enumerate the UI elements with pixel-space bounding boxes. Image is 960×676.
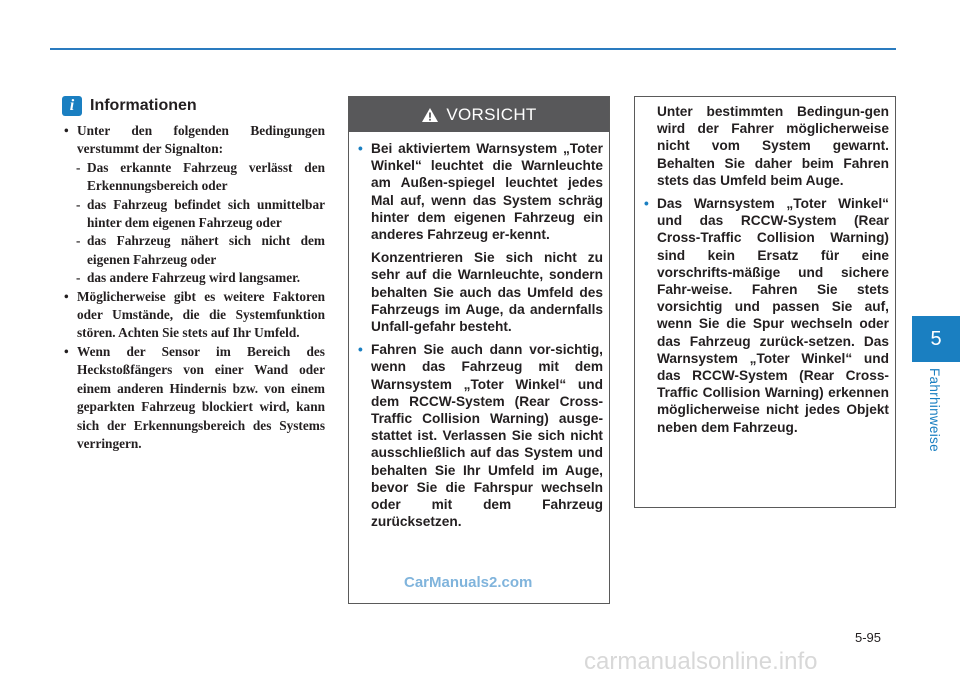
caution-bullet: • Bei aktiviertem Warnsystem „Toter Winkel“ leuchtet die Warnleuchte am Außen-spiegel leuchtet jedes Mal auf, wenn das System schräg hinter dem eigenen Fahrzeug ein anderes Fahrzeug er-kennt. [357,140,603,243]
watermark-footer: carmanualsonline.info [584,648,818,675]
info-heading [62,96,197,116]
info-dash-item: - das Fahrzeug nähert sich nicht dem eigenen Fahrzeug oder [62,232,325,269]
info-dash-item: - Das erkannte Fahrzeug verlässt den Erkennungsbereich oder [62,159,325,196]
info-title: Informationen [90,97,197,114]
chapter-label: Fahrhinweise [927,368,942,452]
caution-title: VORSICHT [446,104,537,124]
watermark-inline: CarManuals2.com [404,574,533,591]
info-icon: i [62,96,82,116]
caution-continued-box [634,96,896,508]
warning-triangle-icon [421,107,439,123]
caution-box [348,96,610,604]
info-bullet: • Wenn der Sensor im Bereich des Heckstoßfängers von einer Wand oder einem anderen Hindernis bzw. von einem geparkten Fahrzeug blockiert wird, kann sich der Erkennungsbereich des Systems verringern. [62,343,325,453]
info-bullet: • Unter den folgenden Bedingungen verstummt der Signalton: [62,122,325,159]
header-rule [50,48,896,50]
info-bullet: • Möglicherweise gibt es weitere Faktoren oder Umstände, die die Systemfunktion stören. Achten Sie stets auf Ihr Umfeld. [62,288,325,343]
chapter-tab[interactable] [912,316,960,362]
caution-body [357,140,603,536]
caution-bullet: • Fahren Sie auch dann vor-sichtig, wenn das Fahrzeug mit dem Warnsystem „Toter Winkel“ und dem RCCW-System (Rear Cross-Traffic Collision Warning) ausge-stattet ist. Verlassen Sie sich nicht ausschließlich auf das System und behalten Sie Ihr Umfeld im Auge, bevor Sie die Fahrspur wechseln oder mit dem Fahrzeug zurücksetzen. [357,341,603,530]
caution-paragraph: Unter bestimmten Bedingun-gen wird der Fahrer möglicherweise nicht vom System gewarnt. Behalten Sie daher beim Fahren stets das Umfeld beim Auge. [657,104,889,188]
info-section [62,122,325,453]
page-number: 5-95 [855,630,882,645]
caution-paragraph: Konzentrieren Sie sich nicht zu sehr auf die Warnleuchte, sondern behalten Sie auch das Umfeld des Fahrzeugs im Auge, da andernfalls Unfall-gefahr besteht. [371,250,603,335]
caution-header [349,97,609,132]
info-dash-item: - das Fahrzeug befindet sich unmittelbar hinter dem eigenen Fahrzeug oder [62,196,325,233]
info-dash-item: - das andere Fahrzeug wird langsamer. [62,269,325,287]
caution-continued-body [643,103,889,442]
chapter-number: 5 [930,327,942,350]
caution-bullet: • Das Warnsystem „Toter Winkel“ und das RCCW-System (Rear Cross-Traffic Collision Warning) sind kein Ersatz für eine vorschrifts-mäßige und sichere Fahr-weise. Fahren Sie stets vorsichtig und passen Sie auf, wenn Sie die Spur wechseln oder das Fahrzeug zurück-setzen. Das Warnsystem „Toter Winkel“ und das RCCW-System (Rear Cross-Traffic Collision Warning) erkennen möglicherweise nicht jedes Objekt neben dem Fahrzeug. [643,195,889,436]
